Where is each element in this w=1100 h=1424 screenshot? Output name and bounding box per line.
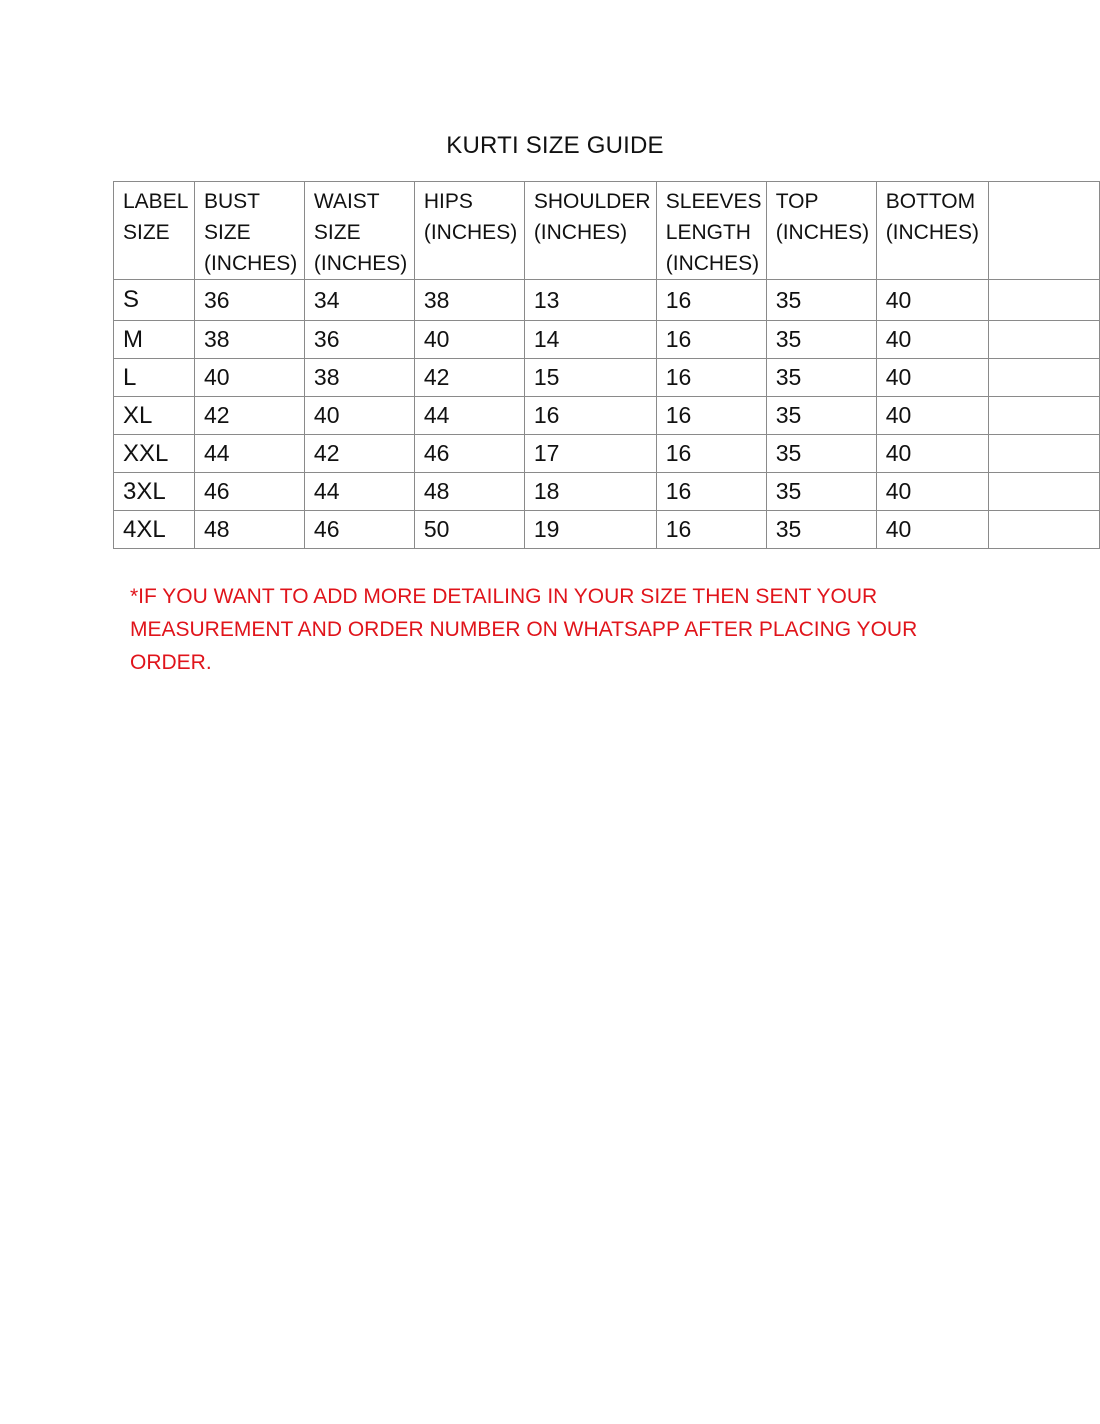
table-cell: 40	[414, 321, 524, 359]
table-cell: 40	[876, 473, 988, 511]
table-cell	[988, 511, 1099, 549]
column-header-line: SLEEVES	[665, 190, 762, 213]
table-cell: 14	[524, 321, 656, 359]
table-cell: 42	[194, 397, 304, 435]
column-header-line: LENGTH	[665, 221, 751, 244]
table-cell: 42	[304, 435, 414, 473]
column-header-line: (INCHES)	[775, 221, 870, 244]
column-header-line: (INCHES)	[203, 252, 298, 275]
size-label-cell: M	[114, 321, 195, 359]
table-cell: 40	[876, 511, 988, 549]
table-cell	[988, 321, 1099, 359]
table-cell: 16	[656, 435, 766, 473]
column-header-line: HIPS	[423, 190, 473, 213]
table-row	[114, 280, 1100, 321]
table-cell: 13	[524, 280, 656, 321]
table-cell: 35	[766, 359, 876, 397]
table-cell: 46	[414, 435, 524, 473]
table-row	[114, 435, 1100, 473]
column-header-sleeves-length	[656, 182, 766, 280]
table-cell: 36	[194, 280, 304, 321]
table-cell: 40	[304, 397, 414, 435]
table-row	[114, 397, 1100, 435]
table-cell: 16	[656, 511, 766, 549]
table-row	[114, 473, 1100, 511]
page-title: KURTI SIZE GUIDE	[446, 132, 664, 159]
column-header-line: SIZE	[313, 221, 361, 244]
table-cell: 19	[524, 511, 656, 549]
size-label-cell: XXL	[114, 435, 195, 473]
table-cell: 38	[304, 359, 414, 397]
column-header-bottom	[876, 182, 988, 280]
table-cell: 48	[194, 511, 304, 549]
table-header-row	[114, 182, 1100, 280]
size-label-cell: S	[114, 280, 195, 321]
table-cell: 44	[414, 397, 524, 435]
column-header-line: (INCHES)	[665, 252, 760, 275]
column-header-top	[766, 182, 876, 280]
table-row	[114, 359, 1100, 397]
table-cell: 40	[876, 397, 988, 435]
table-cell: 15	[524, 359, 656, 397]
table-cell: 50	[414, 511, 524, 549]
table-cell: 40	[194, 359, 304, 397]
table-cell: 35	[766, 397, 876, 435]
table-cell: 40	[876, 321, 988, 359]
table-cell	[988, 280, 1099, 321]
table-cell: 16	[656, 397, 766, 435]
table-cell: 46	[304, 511, 414, 549]
table-cell: 44	[194, 435, 304, 473]
table-cell: 40	[876, 280, 988, 321]
column-header-line: SIZE	[123, 221, 170, 244]
size-label-cell: XL	[114, 397, 195, 435]
column-header-line: LABEL	[123, 190, 189, 213]
table-cell	[988, 473, 1099, 511]
column-header-label-size	[114, 182, 195, 280]
size-label-cell: 3XL	[114, 473, 195, 511]
column-header-line: (INCHES)	[423, 221, 518, 244]
table-cell: 40	[876, 435, 988, 473]
table-cell: 38	[414, 280, 524, 321]
table-cell: 46	[194, 473, 304, 511]
column-header-line: WAIST	[313, 190, 380, 213]
column-header-line: (INCHES)	[533, 221, 628, 244]
column-header-shoulder	[524, 182, 656, 280]
table-cell: 38	[194, 321, 304, 359]
table-cell: 34	[304, 280, 414, 321]
table-cell: 35	[766, 435, 876, 473]
table-cell: 17	[524, 435, 656, 473]
table-cell: 35	[766, 473, 876, 511]
table-cell: 35	[766, 280, 876, 321]
table-row	[114, 511, 1100, 549]
size-detail-note: *IF YOU WANT TO ADD MORE DETAILING IN YOUR SIZE THEN SENT YOUR MEASUREMENT AND ORDER NUMBER ON WHATSAPP AFTER PLACING YOUR ORDER.	[130, 585, 918, 674]
column-header-line: SIZE	[203, 221, 251, 244]
table-cell: 16	[656, 280, 766, 321]
column-header-hips	[414, 182, 524, 280]
table-cell: 40	[876, 359, 988, 397]
size-label-cell: 4XL	[114, 511, 195, 549]
table-body	[114, 280, 1100, 549]
table-cell: 16	[656, 321, 766, 359]
table-row	[114, 321, 1100, 359]
table-cell: 16	[524, 397, 656, 435]
table-cell: 44	[304, 473, 414, 511]
column-header-extra	[988, 182, 1099, 280]
table-cell: 16	[656, 359, 766, 397]
size-guide-table	[113, 181, 1100, 549]
column-header-line: (INCHES)	[313, 252, 408, 275]
table-cell	[988, 435, 1099, 473]
table-cell	[988, 397, 1099, 435]
column-header-line: TOP	[775, 190, 819, 213]
column-header-line: BOTTOM	[885, 190, 976, 213]
table-cell: 16	[656, 473, 766, 511]
table-cell: 35	[766, 321, 876, 359]
column-header-waist-size	[304, 182, 414, 280]
table-cell: 36	[304, 321, 414, 359]
column-header-line: BUST	[203, 190, 260, 213]
table-cell: 42	[414, 359, 524, 397]
size-label-cell: L	[114, 359, 195, 397]
table-cell	[988, 359, 1099, 397]
column-header-bust-size	[194, 182, 304, 280]
column-header-line: SHOULDER	[533, 190, 651, 213]
table-cell: 48	[414, 473, 524, 511]
table-cell: 18	[524, 473, 656, 511]
table-cell: 35	[766, 511, 876, 549]
column-header-line: (INCHES)	[885, 221, 980, 244]
